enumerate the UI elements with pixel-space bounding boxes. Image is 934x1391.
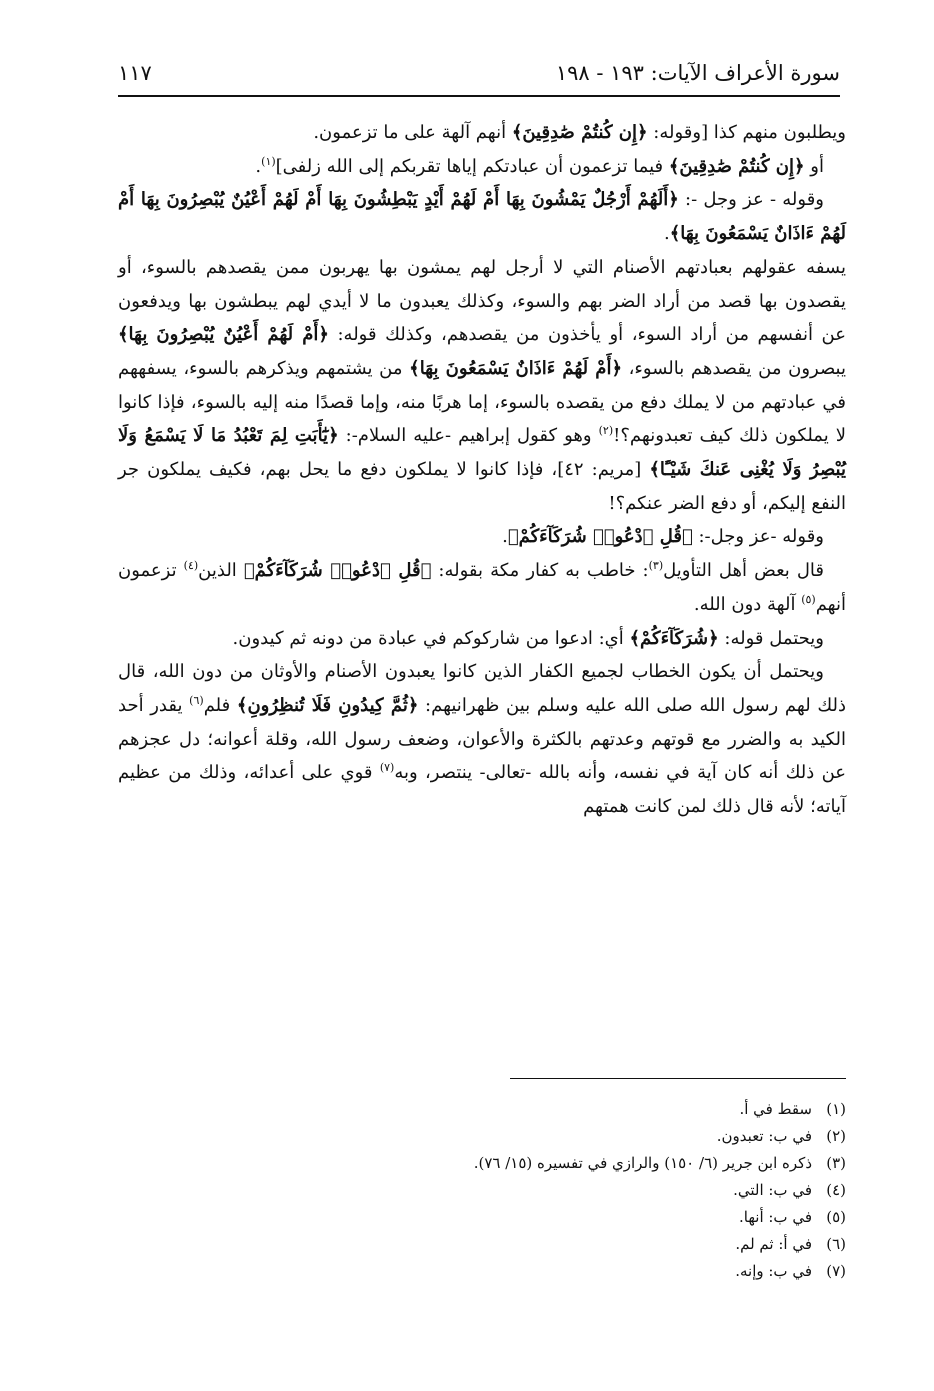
text-run: فلم: [203, 694, 237, 716]
text-run: قوي على أعدائه، وذلك من عظيم آياته؛ لأنه قال ذلك لمن كانت همتهم: [118, 762, 846, 818]
text-run: يبصرون من يقصدهم بالسوء،: [622, 357, 846, 379]
footnote: [300, 1204, 846, 1231]
text-run: ويطلبون منهم كذا [وقوله:: [647, 122, 846, 143]
footnote-ref: (٥): [801, 592, 816, 606]
text-run: قال بعض أهل التأويل: [663, 560, 825, 582]
footnotes: [300, 1096, 846, 1285]
page-number: ١١٧: [118, 61, 152, 85]
footnote-ref: (٧): [379, 761, 395, 775]
footnote-ref: (٦): [189, 693, 204, 707]
text-run: ويحتمل أن يكون الخطاب لجميع الكفار الذين كانوا يعبدون الأصنام والأوثان من دون الله، قال ذلك لهم رسول الله صلى الله عليه وسلم بين ظهرانيهم:: [118, 661, 847, 716]
quran-quote: ﴿قُلِ ٱدْعُوا۟ شُرَكَآءَكُمْ﴾: [243, 560, 432, 582]
header-rule: [118, 95, 840, 97]
text-run: .: [502, 526, 508, 548]
footnote: [300, 1258, 846, 1285]
quran-quote: ﴿شُرَكَآءَكُمْ﴾: [629, 627, 719, 649]
text-run: : خاطب به كفار مكة بقوله:: [431, 560, 649, 582]
quran-quote: ﴿قُلِ ٱدْعُوا۟ شُرَكَآءَكُمْ﴾: [507, 526, 693, 548]
footnote-ref: (٣): [648, 559, 664, 573]
text-run: وقوله -عز وجل-:: [692, 526, 824, 548]
footnote: [300, 1231, 846, 1258]
page-header: [118, 55, 840, 95]
text-run: أي: ادعوا من شاركوكم في عبادة من دونه ثم كيدون.: [232, 627, 630, 649]
text-run: من يشتمهم ويذكرهم بالسوء، يسفههم في عبادتهم من لا يملك دفع من يقصده بالسوء، إما هربًا منه، وإما قصدًا منه إليه بالسوء، فإذا كانوا لا يملكون ذلك كيف تعبدونهم؟!: [118, 357, 846, 447]
quran-quote: ﴿إِن كُنتُمْ صَٰدِقِينَ﴾: [511, 122, 648, 143]
text-run: يسفه عقولهم بعبادتهم الأصنام التي لا أرجل لهم يمشون بها يهربون ممن يقصدهم بالسوء، أو يقصدون بها قصد من أراد الضر بهم والسوء، وكذلك يعبدون ما لا أيدي لهم يبطشون بها ويدفعون عن أنفسهم من أراد السوء، أو يأخذون من يقصدهم، وكذلك قوله:: [118, 256, 846, 346]
paragraph: [118, 554, 846, 621]
footnote-ref: (١): [261, 154, 276, 168]
footnote-number: (٦): [826, 1235, 846, 1253]
footnote: [300, 1123, 846, 1150]
footnote-number: (٤): [826, 1181, 846, 1199]
footnote-text: ذكره ابن جرير (٦/ ١٥٠) والرازي في تفسيره (١٥/ ٧٦).: [473, 1154, 812, 1172]
text-run: [مريم: ٤٢]، فإذا كانوا لا يملكون دفع ما يحل بهم، فكيف يملكون جر النفع إليكم، أو دفع الضر عنكم؟!: [118, 459, 846, 514]
quran-quote: ﴿أَمْ لَهُمْ ءَاذَانٌ يَسْمَعُونَ بِهَا﴾: [409, 357, 622, 379]
paragraph: [118, 183, 846, 250]
footnote-number: (٧): [826, 1262, 846, 1280]
paragraph: [118, 116, 846, 150]
quran-quote: ﴿أَلَهُمْ أَرْجُلٌ يَمْشُونَ بِهَا أَمْ لَهُمْ أَيْدٍ يَبْطِشُونَ بِهَا أَمْ لَهُمْ أَعْيُنٌ يُبْصِرُونَ بِهَا أَمْ لَهُمْ ءَاذَانٌ يَسْمَعُونَ بِهَا﴾: [118, 189, 846, 245]
text-run: الذين: [198, 560, 244, 582]
text-run: .: [255, 155, 262, 177]
text-run: وهو كقول إبراهيم -عليه السلام-:: [338, 425, 599, 447]
footnote-number: (٢): [826, 1127, 846, 1145]
footnote-number: (٥): [826, 1208, 846, 1226]
footnote-text: في أ: ثم لم.: [735, 1235, 812, 1253]
footnote-number: (٣): [826, 1154, 846, 1172]
paragraph: [118, 622, 846, 656]
footnote: [300, 1096, 846, 1123]
running-title: سورة الأعراف الآيات: ١٩٣ - ١٩٨: [555, 61, 840, 85]
footnote-text: سقط في أ.: [739, 1100, 812, 1118]
footnote-number: (١): [826, 1100, 846, 1118]
quran-quote: ﴿أَمْ لَهُمْ أَعْيُنٌ يُبْصِرُونَ بِهَا﴾: [118, 324, 329, 346]
text-run: .: [663, 223, 670, 245]
text-run: تزعمون أنهم: [118, 560, 846, 615]
footnote-ref: (٢): [598, 424, 614, 438]
text-run: فيما تزعمون أن عبادتكم إياها تقربكم إلى الله زلفى]: [275, 155, 669, 177]
text-run: أو: [804, 155, 824, 177]
text-run: أنهم آلهة على ما تزعمون.: [313, 122, 512, 143]
footnote: [300, 1177, 846, 1204]
footnote-text: في ب: تعبدون.: [716, 1127, 812, 1145]
quran-quote: ﴿إِن كُنتُمْ صَٰدِقِينَ﴾: [668, 155, 805, 177]
text-run: ويحتمل قوله:: [718, 627, 824, 649]
footnote-ref: (٤): [183, 559, 199, 573]
paragraph: [118, 520, 846, 554]
footnote: [300, 1150, 846, 1177]
quran-quote: ﴿ثُمَّ كِيدُونِ فَلَا تُنظِرُونِ﴾: [236, 694, 419, 716]
main-text: [118, 116, 846, 824]
paragraph: [118, 655, 846, 824]
footnote-text: في ب: التي.: [733, 1181, 812, 1199]
footnote-text: في ب: أنها.: [739, 1208, 812, 1226]
footnote-separator: [510, 1078, 846, 1079]
paragraph: [118, 150, 846, 184]
paragraph: [118, 251, 846, 521]
text-run: وقوله - عز وجل -:: [678, 189, 824, 211]
quran-quote: ﴿يَٰٓأَبَتِ لِمَ تَعْبُدُ مَا لَا يَسْمَعُ وَلَا يُبْصِرُ وَلَا يُغْنِى عَنكَ شَيْـًٔا﴾: [118, 425, 847, 481]
text-run: يقدر أحد الكيد به والضرر مع قوتهم وعدتهم بالكثرة والأعوان، وضعف رسول الله، وقلة أعوانه؛ دل عجزهم عن ذلك أنه كان آية في نفسه، وأنه بالله -تعالى- ينتصر، وبه: [118, 694, 847, 784]
footnote-text: في ب: وإنه.: [735, 1262, 812, 1280]
text-run: آلهة دون الله.: [693, 593, 802, 615]
